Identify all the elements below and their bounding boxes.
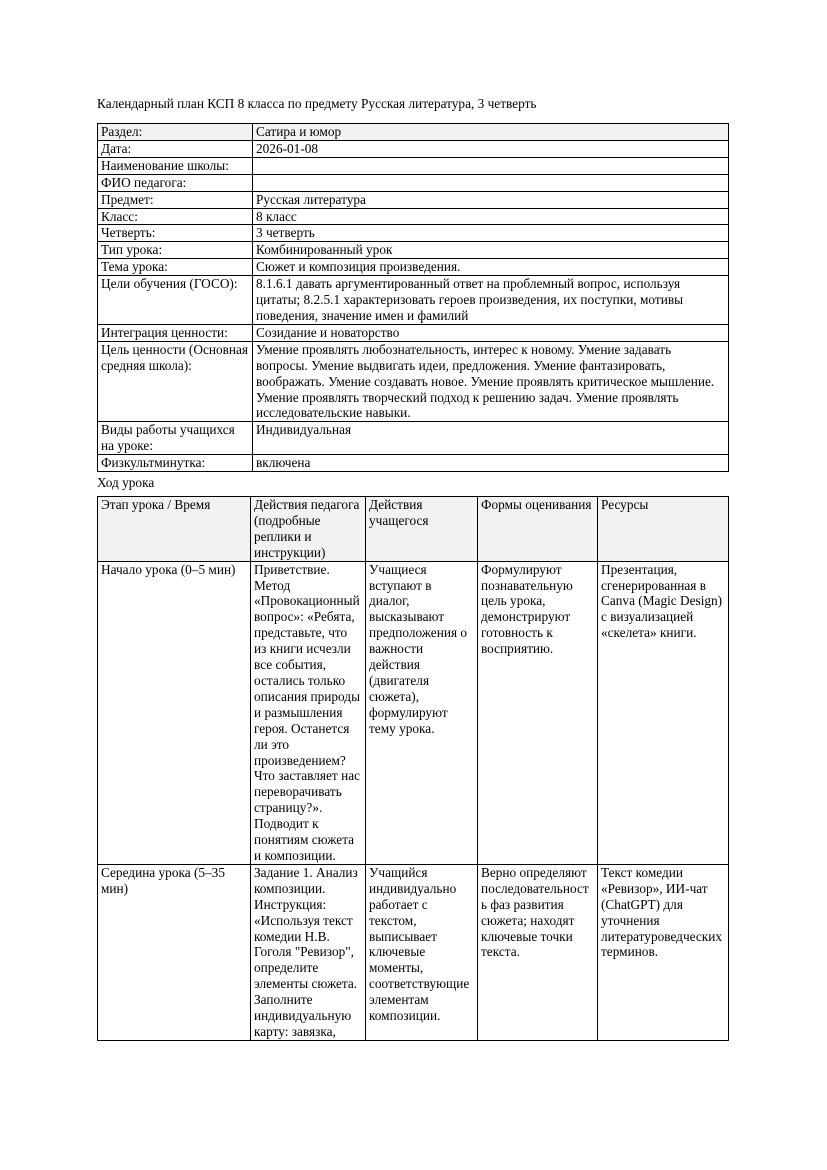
info-label: Интеграция ценности: (98, 324, 253, 341)
document-content (97, 96, 728, 1041)
lesson-course-table (97, 496, 729, 1041)
info-label: Виды работы учащихся на уроке: (98, 422, 253, 455)
assessment-cell: Формулируют познавательную цель урока, демонстрируют готовность к восприятию. (478, 561, 598, 864)
info-row-razdel (98, 124, 729, 141)
info-label: Дата: (98, 140, 253, 157)
lesson-row-middle (98, 864, 729, 1040)
resources-cell: Текст комедии «Ревизор», ИИ-чат (ChatGPT) для уточнения литературоведческих терминов. (598, 864, 729, 1040)
stage-cell: Начало урока (0–5 мин) (98, 561, 251, 864)
document-title: Календарный план КСП 8 класса по предмету Русская литература, 3 четверть (97, 96, 537, 111)
info-value: 8 класс (253, 208, 729, 225)
info-value (253, 157, 729, 174)
info-row-physical-minute (98, 455, 729, 472)
info-label: Четверть: (98, 225, 253, 242)
info-value: Комбинированный урок (253, 242, 729, 259)
info-label: ФИО педагога: (98, 174, 253, 191)
column-header-teacher-actions: Действия педагога (подробные реплики и инструкции) (251, 497, 366, 562)
column-header-assessment: Формы оценивания (478, 497, 598, 562)
info-value: Созидание и новаторство (253, 324, 729, 341)
info-value: Сатира и юмор (253, 124, 729, 141)
column-header-student-actions: Действия учащегося (366, 497, 478, 562)
teacher-actions-cell: Приветствие. Метод «Провокационный вопрос»: «Ребята, представьте, что из книги исчезли все события, остались только описания природы и размышления героя. Останется ли это произведением? Что заставляет нас переворачивать страницу?». Подводит к понятиям сюжета и композиции. (251, 561, 366, 864)
stage-cell: Середина урока (5–35 мин) (98, 864, 251, 1040)
info-row-subject (98, 191, 729, 208)
info-value: 8.1.6.1 давать аргументированный ответ на проблемный вопрос, используя цитаты; 8.2.5.1 характеризовать героев произведения, их поступки, мотивы поведения, значение имен и фамилий (253, 276, 729, 325)
lesson-course-section-label: Ход урока (97, 475, 155, 491)
teacher-actions-cell: Задание 1. Анализ композиции. Инструкция: «Используя текст комедии Н.В. Гоголя "Ревизор", определите элементы сюжета. Заполните индивидуальную карту: завязка, (251, 864, 366, 1040)
column-header-stage: Этап урока / Время (98, 497, 251, 562)
info-row-value-goal (98, 341, 729, 422)
info-label: Тема урока: (98, 259, 253, 276)
info-value (253, 174, 729, 191)
info-row-teacher-name (98, 174, 729, 191)
info-label: Класс: (98, 208, 253, 225)
info-label: Раздел: (98, 124, 253, 141)
info-row-learning-goals (98, 276, 729, 325)
info-label: Физкультминутка: (98, 455, 253, 472)
info-row-work-types (98, 422, 729, 455)
resources-cell: Презентация, сгенерированная в Canva (Magic Design) с визуализацией «скелета» книги. (598, 561, 729, 864)
student-actions-cell: Учащийся индивидуально работает с текстом, выписывает ключевые моменты, соответствующие элементам композиции. (366, 864, 478, 1040)
lesson-row-start (98, 561, 729, 864)
info-row-class (98, 208, 729, 225)
info-row-school-name (98, 157, 729, 174)
info-value: Индивидуальная (253, 422, 729, 455)
info-row-values-integration (98, 324, 729, 341)
info-row-lesson-type (98, 242, 729, 259)
info-value: 2026-01-08 (253, 140, 729, 157)
info-value: Русская литература (253, 191, 729, 208)
lesson-info-table (97, 123, 729, 472)
column-header-resources: Ресурсы (598, 497, 729, 562)
info-label: Цель ценности (Основная средняя школа): (98, 341, 253, 422)
info-row-quarter (98, 225, 729, 242)
info-value: Умение проявлять любознательность, интерес к новому. Умение задавать вопросы. Умение выдвигать идеи, предложения. Умение фантазировать, воображать. Умение создавать новое. Умение проявлять критическое мышление. Умение проявлять творческий подход к решению задач. Умение проявлять исследовательские навыки. (253, 341, 729, 422)
info-value: 3 четверть (253, 225, 729, 242)
lesson-table-header-row (98, 497, 729, 562)
info-label: Наименование школы: (98, 157, 253, 174)
info-value: включена (253, 455, 729, 472)
student-actions-cell: Учащиеся вступают в диалог, высказывают предположения о важности действия (двигателя сюжета), формулируют тему урока. (366, 561, 478, 864)
info-label: Тип урока: (98, 242, 253, 259)
info-label: Цели обучения (ГОСО): (98, 276, 253, 325)
info-label: Предмет: (98, 191, 253, 208)
assessment-cell: Верно определяют последовательность фаз развития сюжета; находят ключевые точки текста. (478, 864, 598, 1040)
info-value: Сюжет и композиция произведения. (253, 259, 729, 276)
info-row-lesson-topic (98, 259, 729, 276)
info-row-data (98, 140, 729, 157)
